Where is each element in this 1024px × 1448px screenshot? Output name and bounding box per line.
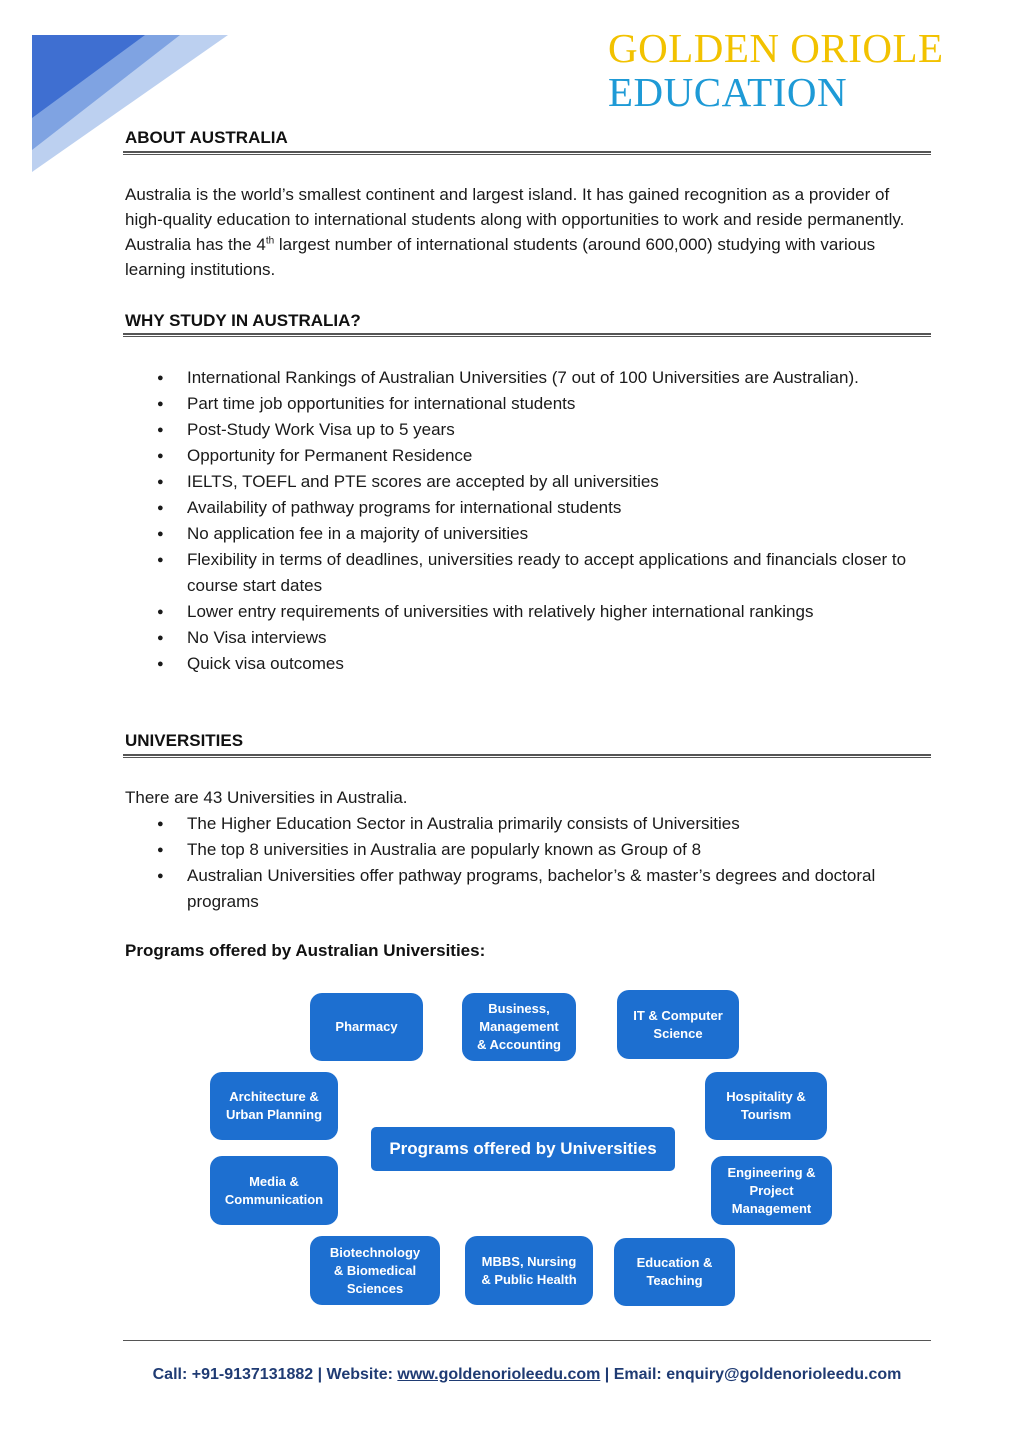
programs-center: Programs offered by Universities xyxy=(371,1127,675,1171)
list-item: ● Availability of pathway programs for international students xyxy=(125,495,925,521)
universities-heading: UNIVERSITIES xyxy=(125,731,244,750)
list-item: ● The Higher Education Sector in Australia primarily consists of Universities xyxy=(125,811,925,837)
footer-email: | Email: enquiry@goldenorioleedu.com xyxy=(600,1366,902,1383)
brand-logo xyxy=(608,26,944,114)
list-item: ● Post-Study Work Visa up to 5 years xyxy=(125,417,925,443)
list-item: ● International Rankings of Australian Universities (7 out of 100 Universities are Australian). xyxy=(125,365,925,391)
programs-heading: Programs offered by Australian Universities: xyxy=(125,941,486,960)
program-hospitality: Hospitality & Tourism xyxy=(705,1072,827,1140)
why-heading: WHY STUDY IN AUSTRALIA? xyxy=(125,311,361,330)
universities-divider xyxy=(123,754,931,758)
about-text-1: Australia is the world’s smallest continent and largest island. It has gained recognition as a provider of high-quality education to international students along with opportunities to work and reside permanently. Australia has the 4 xyxy=(125,185,905,254)
program-mbbs: MBBS, Nursing & Public Health xyxy=(465,1236,593,1305)
program-engineering: Engineering & Project Management xyxy=(711,1156,832,1225)
about-paragraph xyxy=(125,182,925,282)
program-education: Education & Teaching xyxy=(614,1238,735,1306)
brand-line-2: EDUCATION xyxy=(608,69,848,115)
list-item: ● No application fee in a majority of universities xyxy=(125,521,925,547)
program-it: IT & Computer Science xyxy=(617,990,739,1059)
program-biotech: Biotechnology & Biomedical Sciences xyxy=(310,1236,440,1305)
list-item: ● IELTS, TOEFL and PTE scores are accepted by all universities xyxy=(125,469,925,495)
program-pharmacy: Pharmacy xyxy=(310,993,423,1061)
footer-divider xyxy=(123,1340,931,1341)
footer xyxy=(0,1366,1024,1384)
about-text-2: largest number of international students (around 600,000) studying with various learning institutions. xyxy=(125,235,876,279)
about-sup: th xyxy=(265,235,275,247)
list-item: ● Part time job opportunities for international students xyxy=(125,391,925,417)
list-item: ● Flexibility in terms of deadlines, universities ready to accept applications and financials closer to course start dates xyxy=(125,547,925,599)
list-item: ● No Visa interviews xyxy=(125,625,925,651)
why-divider xyxy=(123,333,931,337)
list-item: ● Lower entry requirements of universities with relatively higher international rankings xyxy=(125,599,925,625)
list-item: ● The top 8 universities in Australia are popularly known as Group of 8 xyxy=(125,837,925,863)
universities-list xyxy=(125,811,925,915)
universities-intro: There are 43 Universities in Australia. xyxy=(125,788,408,807)
brand-line-1: GOLDEN ORIOLE xyxy=(608,25,944,71)
list-item: ● Australian Universities offer pathway programs, bachelor’s & master’s degrees and doctoral programs xyxy=(125,863,925,915)
why-list xyxy=(125,365,925,677)
about-divider xyxy=(123,151,931,155)
footer-call: Call: +91-9137131882 | Website: xyxy=(152,1366,398,1383)
program-business: Business, Management & Accounting xyxy=(462,993,576,1061)
list-item: ● Opportunity for Permanent Residence xyxy=(125,443,925,469)
list-item: ● Quick visa outcomes xyxy=(125,651,925,677)
website-link[interactable]: www.goldenorioleedu.com xyxy=(397,1366,601,1383)
program-media: Media & Communication xyxy=(210,1156,338,1225)
program-architecture: Architecture & Urban Planning xyxy=(210,1072,338,1140)
about-heading: ABOUT AUSTRALIA xyxy=(125,128,288,147)
